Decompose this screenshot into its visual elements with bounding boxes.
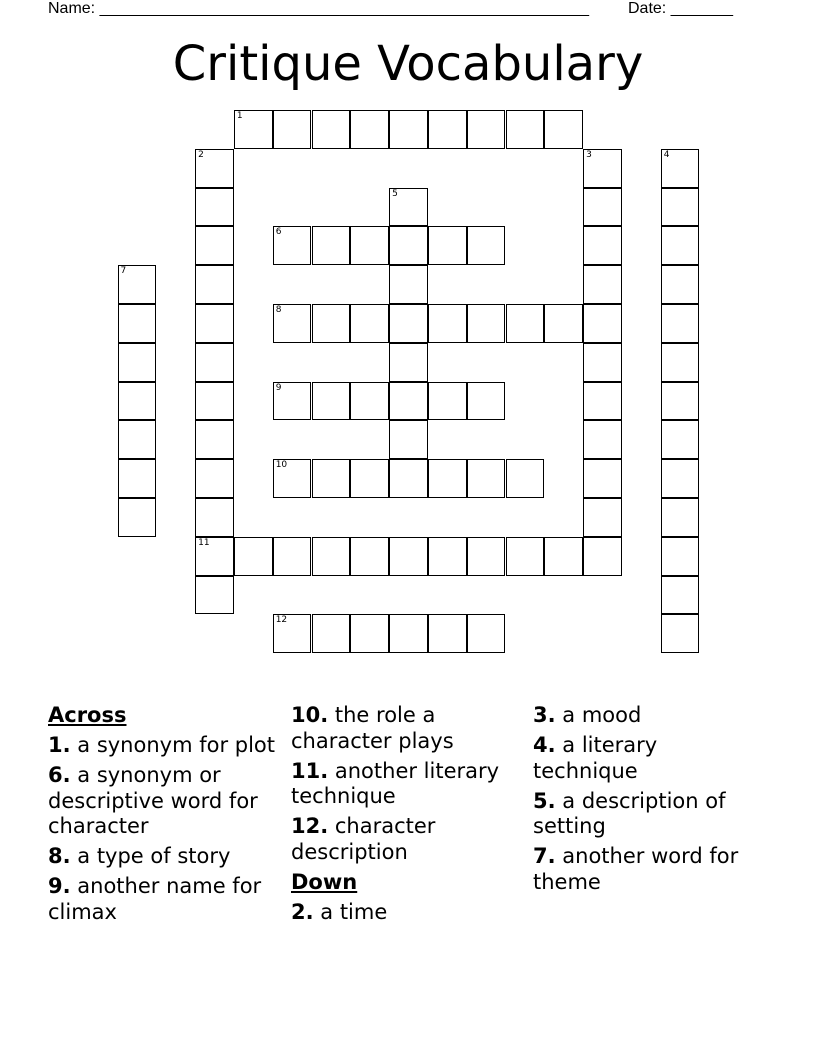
- clue-column-3: [533, 703, 765, 900]
- grid-cell[interactable]: [350, 226, 389, 265]
- grid-cell[interactable]: [118, 343, 157, 382]
- grid-cell[interactable]: [661, 459, 700, 498]
- clue-number: 8.: [48, 844, 71, 868]
- grid-cell[interactable]: [312, 614, 351, 653]
- grid-cell[interactable]: [389, 614, 428, 653]
- clue: [533, 733, 765, 784]
- clue-text: character description: [291, 814, 436, 864]
- clue: [291, 759, 523, 810]
- grid-cell[interactable]: [428, 614, 467, 653]
- clue-column-2: [291, 703, 523, 930]
- grid-cell[interactable]: [389, 420, 428, 459]
- grid-cell[interactable]: [195, 343, 234, 382]
- grid-cell[interactable]: [544, 110, 583, 149]
- clue-column-1: [48, 703, 280, 930]
- grid-cell[interactable]: [428, 459, 467, 498]
- grid-cell[interactable]: [350, 459, 389, 498]
- grid-cell[interactable]: [583, 343, 622, 382]
- clue-number: 10: [275, 460, 288, 471]
- grid-cell[interactable]: [389, 226, 428, 265]
- grid-cell[interactable]: [467, 304, 506, 343]
- clue: [48, 874, 280, 925]
- grid-cell[interactable]: [428, 382, 467, 421]
- clue-number: 8: [275, 305, 282, 315]
- grid-cell[interactable]: [195, 382, 234, 421]
- grid-cell[interactable]: [389, 343, 428, 382]
- grid-cell[interactable]: [350, 304, 389, 343]
- grid-cell[interactable]: [312, 110, 351, 149]
- grid-cell[interactable]: [583, 265, 622, 304]
- across-clue-list: [291, 703, 523, 865]
- grid-cell[interactable]: [467, 537, 506, 576]
- clue-text: the role a character plays: [291, 703, 454, 753]
- grid-cell[interactable]: [661, 614, 700, 653]
- grid-cell[interactable]: [389, 304, 428, 343]
- grid-cell[interactable]: [195, 188, 234, 227]
- grid-cell[interactable]: [312, 304, 351, 343]
- clue: [48, 844, 280, 870]
- grid-cell[interactable]: [118, 304, 157, 343]
- grid-cell[interactable]: [312, 537, 351, 576]
- grid-cell[interactable]: [273, 382, 312, 421]
- grid-cell[interactable]: [506, 304, 545, 343]
- grid-cell[interactable]: [428, 304, 467, 343]
- clue: [48, 763, 280, 840]
- clue-number: 7.: [533, 844, 556, 868]
- grid-cell[interactable]: [583, 149, 622, 188]
- grid-cell[interactable]: [661, 382, 700, 421]
- grid-cell[interactable]: [195, 304, 234, 343]
- grid-cell[interactable]: [195, 537, 234, 576]
- grid-cell[interactable]: [273, 459, 312, 498]
- clue-number: 3: [586, 149, 592, 160]
- grid-cell[interactable]: [350, 614, 389, 653]
- grid-cell[interactable]: [195, 149, 234, 188]
- grid-cell[interactable]: [389, 110, 428, 149]
- grid-cell[interactable]: [583, 382, 622, 421]
- grid-cell[interactable]: [506, 537, 545, 576]
- grid-cell[interactable]: [389, 537, 428, 576]
- grid-cell[interactable]: [661, 343, 700, 382]
- grid-cell[interactable]: [467, 226, 506, 265]
- grid-cell[interactable]: [273, 110, 312, 149]
- clue-text: another word for theme: [533, 844, 739, 894]
- grid-cell[interactable]: [583, 537, 622, 576]
- clue-number: 4.: [533, 733, 556, 757]
- grid-cell[interactable]: [195, 498, 234, 537]
- clue-text: another literary technique: [291, 758, 500, 808]
- clue-number: 1.: [48, 733, 71, 757]
- puzzle-title: Critique Vocabulary: [172, 36, 644, 92]
- grid-cell[interactable]: [195, 265, 234, 304]
- clue-number: 2: [198, 149, 204, 160]
- grid-cell[interactable]: [273, 226, 312, 265]
- clue-number: 3.: [533, 703, 556, 727]
- grid-cell[interactable]: [118, 382, 157, 421]
- grid-cell[interactable]: [661, 537, 700, 576]
- grid-cell[interactable]: [661, 265, 700, 304]
- clue-text: a synonym or descriptive word for character: [48, 763, 258, 838]
- down-clue-list: [533, 703, 765, 895]
- grid-cell[interactable]: [661, 304, 700, 343]
- clue-text: a mood: [555, 703, 642, 727]
- clue: [533, 844, 765, 895]
- grid-cell[interactable]: [273, 614, 312, 653]
- clue-number: 4: [663, 149, 670, 160]
- clue-number: 6: [275, 227, 282, 238]
- grid-cell[interactable]: [583, 420, 622, 459]
- clue: [291, 900, 523, 926]
- grid-cell[interactable]: [661, 498, 700, 537]
- grid-cell[interactable]: [467, 110, 506, 149]
- grid-cell[interactable]: [583, 459, 622, 498]
- clue-text: a literary technique: [533, 733, 658, 783]
- clue-text: a time: [313, 899, 388, 924]
- clue: [48, 733, 280, 759]
- grid-cell[interactable]: [583, 188, 622, 227]
- grid-cell[interactable]: [661, 420, 700, 459]
- grid-cell[interactable]: [273, 304, 312, 343]
- grid-cell[interactable]: [583, 304, 622, 343]
- clue: [291, 703, 523, 754]
- grid-cell[interactable]: [195, 459, 234, 498]
- clue: [291, 814, 523, 865]
- grid-cell[interactable]: [195, 420, 234, 459]
- grid-cell[interactable]: [506, 110, 545, 149]
- clue-number: 1: [236, 111, 243, 121]
- grid-cell[interactable]: [350, 382, 389, 421]
- across-heading: Across: [48, 703, 127, 727]
- grid-cell[interactable]: [312, 459, 351, 498]
- grid-cell[interactable]: [118, 420, 157, 459]
- clue-number: 9.: [48, 874, 71, 898]
- down-clue-list: [291, 900, 523, 926]
- grid-cell[interactable]: [312, 226, 351, 265]
- clue-number: 9: [275, 382, 282, 393]
- clue-number: 5.: [533, 788, 556, 813]
- grid-cell[interactable]: [544, 304, 583, 343]
- grid-cell[interactable]: [118, 459, 157, 498]
- grid-cell[interactable]: [389, 382, 428, 421]
- clue-number: 12: [275, 615, 288, 626]
- clue-number: 12.: [291, 814, 329, 838]
- clue-number: 6.: [48, 763, 71, 787]
- grid-cell[interactable]: [428, 110, 467, 149]
- grid-cell[interactable]: [389, 265, 428, 304]
- grid-cell[interactable]: [389, 188, 428, 227]
- grid-cell[interactable]: [661, 576, 700, 615]
- grid-cell[interactable]: [661, 149, 700, 188]
- clue-number: 11.: [291, 758, 329, 783]
- across-clue-list: [48, 733, 280, 925]
- grid-cell[interactable]: [312, 382, 351, 421]
- grid-cell[interactable]: [195, 576, 234, 615]
- clue-text: another name for climax: [48, 874, 262, 924]
- clue-text: a description of setting: [533, 788, 726, 838]
- clue-text: a synonym for plot: [70, 733, 276, 757]
- grid-cell[interactable]: [544, 537, 583, 576]
- grid-cell[interactable]: [467, 459, 506, 498]
- grid-cell[interactable]: [467, 382, 506, 421]
- date-field: Date: _______: [628, 0, 733, 17]
- grid-cell[interactable]: [273, 537, 312, 576]
- clue: [533, 703, 765, 729]
- grid-cell[interactable]: [389, 459, 428, 498]
- grid-cell[interactable]: [234, 537, 273, 576]
- grid-cell[interactable]: [428, 537, 467, 576]
- clue-text: a type of story: [70, 844, 231, 868]
- grid-cell[interactable]: [661, 226, 700, 265]
- grid-cell[interactable]: [428, 226, 467, 265]
- name-field: Name: _______________________________________________________: [48, 0, 589, 17]
- grid-cell[interactable]: [350, 537, 389, 576]
- grid-cell[interactable]: [583, 226, 622, 265]
- grid-cell[interactable]: [506, 459, 545, 498]
- clue-number: 5: [392, 188, 398, 199]
- grid-cell[interactable]: [350, 110, 389, 149]
- clue-number: 7: [120, 266, 127, 277]
- clue: [533, 789, 765, 840]
- clue-number: 11: [198, 537, 210, 548]
- grid-cell[interactable]: [661, 188, 700, 227]
- clue-number: 10.: [291, 703, 329, 727]
- grid-cell[interactable]: [234, 110, 273, 149]
- grid-cell[interactable]: [118, 498, 157, 537]
- grid-cell[interactable]: [467, 614, 506, 653]
- grid-cell[interactable]: [583, 498, 622, 537]
- clue-number: 2.: [291, 899, 314, 924]
- grid-cell[interactable]: [118, 265, 157, 304]
- grid-cell[interactable]: [195, 226, 234, 265]
- down-heading: Down: [291, 869, 358, 894]
